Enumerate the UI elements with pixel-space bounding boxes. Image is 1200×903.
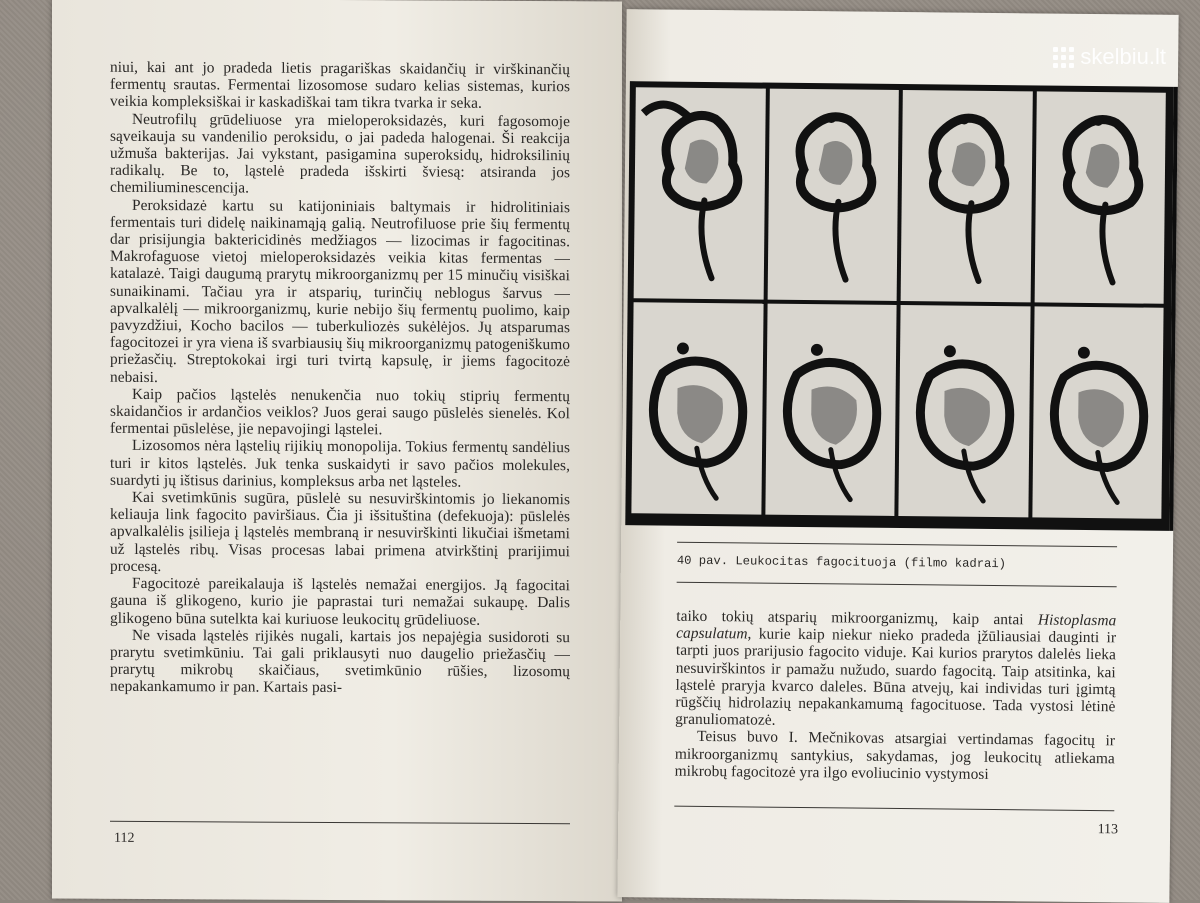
film-frame xyxy=(765,304,897,516)
watermark-logo-icon xyxy=(1053,47,1074,68)
page-number-right: 113 xyxy=(1097,822,1119,838)
page-number-left: 112 xyxy=(114,830,135,846)
film-frame xyxy=(767,89,899,301)
paragraph: Fagocitozė pareikalauja iš ląstelės nemažai energijos. Ją fagocitai gauna iš glikogeno, kurio jie paprastai turi nemažai sukaupę. Dalis glikogeno būna sutelkta kai kuriuose leukocitų grūdeliuose. xyxy=(110,575,570,629)
caption-rule-top xyxy=(677,542,1117,548)
film-frame xyxy=(631,302,763,514)
paragraph: Peroksidazė kartu su katijoniniais baltymais ir hidrolitiniais fermentais turi didelę naikinamąją galią. Neutrofiluose prie šių fermentų dar prisijungia baktericidinės medžiagos — lizocimas ir fagocitinas. Makrofaguose vietoj mieloperoksidazės veikia kitas fermentas — katalazė. Taigi daugumą prarytų mikroorganizmų per 15 minučių visiškai sunaikinami. Tačiau yra ir atsparių, turinčių neblogus šarvus — apvalkalėlį — mikroorganizmų, kurie nebijo šių fermentų puolimo, kaip pavyzdžiui, Kocho bacilos — tuberkuliozės sukėlėjos. Jų atsparumas fagocitozei ir yra viena iš svarbiausių šių mikroorganizmų patogeniškumo priežasčių. Streptokokai irgi turi tvirtą kapsulę, ir jiems fagocitozė nebaisi. xyxy=(110,196,570,386)
film-frame xyxy=(898,305,1030,517)
film-frame xyxy=(1032,306,1164,518)
watermark-text: skelbiu.lt xyxy=(1080,44,1166,69)
paragraph: Neutrofilų grūdeliuose yra mieloperoksidazės, kuri fagosomoje sąveikauja su vandenilio peroksidu, o jai padeda halogenai. Ši reakcija užmuša bakterijas. Jai vykstant, pasigamina superoksidų, hidroksilinių radikalų. Be to, ląstelė pradeda išskirti šviesą: atsiranda jos chemiliuminescencija. xyxy=(110,110,570,197)
paragraph: Kaip pačios ląstelės nenukenčia nuo tokių stiprių fermentų skaidančios ir ardančios veiklos? Juos gerai saugo pūslelės sienelės. Kol fermentai pūslelėse, jie nepavojingi ląstelei. xyxy=(110,385,570,439)
right-page xyxy=(617,9,1178,903)
paragraph: Kai svetimkūnis sugūra, pūslelė su nesuvirškintomis jo liekanomis keliauja link fagocito paviršiaus. Čia ji išsituština (defekuoja): pūslelės apvalkalėlis įsilieja į ląstelės membraną ir nesuvirškinti likučiai išmetami už ląstelės ribų. Visas procesas labai primena atvirkštinį prarijimui procesą. xyxy=(110,489,570,575)
film-frame xyxy=(634,87,766,299)
paragraph: Ne visada ląstelės rijikės nugali, kartais jos nepajėgia susidoroti su prarytu svetimkūniu. Tai gali priklausyti nuo daugelio priežasčių — prarytų mikrobų skaičiaus, svetimkūnio rūšies, lizosomų nepakankamumo ir pan. Kartais pasi- xyxy=(110,626,570,697)
figure-film-frames xyxy=(625,81,1174,531)
left-footer-rule xyxy=(110,821,570,824)
text-run: taiko tokių atsparių mikroorganizmų, kaip antai xyxy=(676,607,1039,629)
text-run: , kurie kaip niekur nieko pradeda įžūliausiai dauginti ir tarpti juos prarijusio fagocito viduje. Kai kurios prarytos dalelės lieka nesuvirškintos ir pamažu nužudo, suardo fagocitą. Taip atsitinka, kai ląstelė praryja kvarco daleles. Būna atvejų, kai individas turi įgimtą rūgščių hidrolazių nepakankamumą fagocituose. Tada vystosi lėtinė granuliomatozė. xyxy=(675,625,1117,729)
film-frame xyxy=(901,90,1033,302)
left-page xyxy=(52,0,622,901)
italic-species-name: Histoplasma capsulatum xyxy=(676,611,1117,643)
watermark xyxy=(1053,44,1166,70)
paragraph xyxy=(675,608,1116,733)
paragraph: niui, kai ant jo pradeda lietis pragariškas skaidančių ir virškinančių fermentų srautas. Fermentai lizosomose sudaro kelias sistemas, kurios veikia kompleksiškai ir kaskadiškai tam tikra tvarka ir seka. xyxy=(110,58,570,113)
paragraph xyxy=(675,728,1116,784)
film-frame xyxy=(1034,91,1166,303)
figure-caption: 40 pav. Leukocitas fagocituoja (filmo kadrai) xyxy=(676,553,1007,572)
caption-rule-bottom xyxy=(677,582,1117,588)
film-frames-grid xyxy=(631,87,1165,519)
right-page-text xyxy=(675,608,1117,785)
right-footer-rule xyxy=(674,806,1114,812)
left-page-text xyxy=(110,59,570,698)
paragraph: Lizosomos nėra ląstelių rijikių monopolija. Tokius fermentų sandėlius turi ir kitos ląstelės. Juk tenka suskaidyti ir savo pačios molekules, suardyti jų ištisus darinius, kompleksus arba net ląsteles. xyxy=(110,437,570,491)
text-run: Teisus buvo I. Mečnikovas atsargiai vertindamas fagocitų ir mikroorganizmų santykius, sakydamas, jog leukocitų atliekama mikrobų fagocitozė yra ilgo evoliucinio vystymosi xyxy=(674,728,1116,783)
